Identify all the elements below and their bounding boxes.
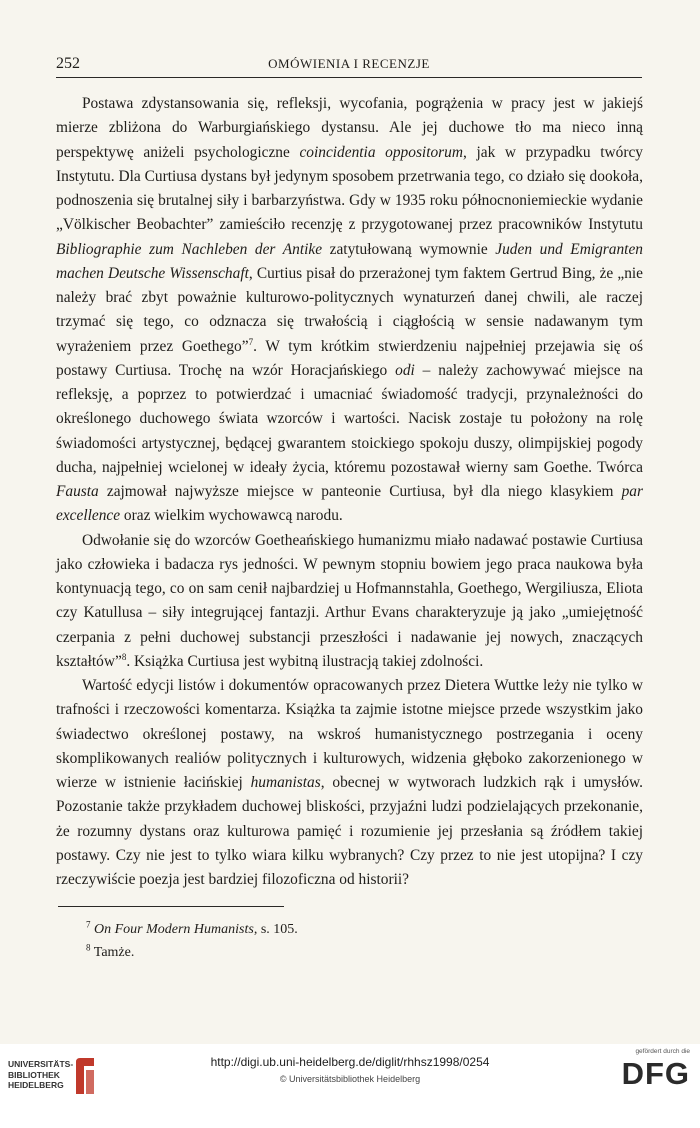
footnote: $^8$ Tamże. [86, 942, 135, 960]
funder-logo[interactable] [610, 1048, 690, 1100]
italic-term: humanistas [250, 774, 321, 791]
paragraph: Odwołanie się do wzorców Goetheańskiego humanizmu miało nadawać postawie Curtiusa jako człowieka i badacza rys jedności. W pewnym stopniu bowiem jego praca naukowa była kontynuacją tego, co on sam cenił najbardziej u Hofmannstahla, Goethego, Wergiliusza, Eliota czy Katullusa – siły integrującej fantazji. Arthur Evans charakteryzuje ją jako „umiejętność czerpania z pełni duchowej substancji przeszłości i nadawanie jej nowych, znaczących kształtów”$^8$. Książka Curtiusa jest wybitną ilustracją takiej zdolności. [56, 531, 643, 670]
copyright-notice: © Universitätsbibliothek Heidelberg [279, 1074, 421, 1084]
italic-title: Juden und Emigranten machen Deutsche Wissenschaft [56, 240, 643, 282]
italic-term: par excellence [56, 483, 643, 525]
italic-title: Fausta [56, 483, 99, 500]
italic-term: coincidentia oppositorum [299, 143, 463, 161]
page-header [56, 53, 642, 78]
library-logo-text: UNIVERSITÄTS- BIBLIOTHEK HEIDELBERG [8, 1059, 74, 1090]
running-title: OMÓWIENIA I RECENZJE [268, 56, 430, 71]
dfg-logo-text: DFG [621, 1056, 690, 1091]
footnote-ref[interactable]: 8 [121, 651, 127, 662]
source-url-link[interactable]: http://digi.ub.uni-heidelberg.de/diglit/rhhsz1998/0254 [210, 1055, 490, 1069]
page-number: 252 [56, 55, 80, 72]
italic-term: odi [395, 361, 415, 379]
italic-title: Bibliographie zum Nachleben der Antike [56, 240, 323, 258]
body-text [56, 92, 643, 892]
digitization-footer [0, 1044, 700, 1128]
footnote-number: 7 [86, 919, 91, 930]
footnote: $^7$ On Four Modern Humanists, s. 105. [86, 919, 298, 937]
funder-caption: gefördert durch die [635, 1048, 690, 1055]
paragraph: Postawa zdystansowania się, refleksji, wycofania, pogrążenia w pracy jest w jakiejś mierze zbliżona do Warburgiańskiego dystansu. Ale jej duchowe tło ma nieco inną perspektywę aniżeli psychologiczne coincidentia oppositorum, jak w przypadku twórcy Instytutu. Dla Curtiusa dystans był jedynym sposobem przetrwania tego, co działo się dookoła, podnoszenia się brutalnej siły i barbarzyństwa. Gdy w 1935 roku północnoniemieckie wydanie „Völkischer Beobachter” zamieściło recenzję z przygotowanej przez pracowników Instytutu Bibliographie zum Nachleben der Antike zatytułowaną wymownie Juden und Emigranten machen Deutsche Wissenschaft, Curtius pisał do przerażonej tym faktem Gertrud Bing, że „nie należy brać zbyt poważnie kulturowo-politycznych wynaturzeń danej chwili, ale raczej trzymać się tego, co odznacza się trwałością i ciągłością w sensie nadawanym tym wyrażeniem przez Goethego”$^7$. W tym krótkim stwierdzeniu najpełniej przejawia się oś postawy Curtiusa. Trochę na wzór Horacjańskiego odi – należy zachowywać miejsce na refleksję, a poprzez to potwierdzać i umacniać świadomość tradycji, przynależności do określonego duchowego świata wzorców i wartości. Nacisk zostaje tu położony na rolę świadomości artystycznej, będącej gwarantem stoickiego spokoju duszy, olimpijskiej pogody ducha, najpełniej wcielonej w ideały życia, któremu pozostawał wierny sam Goethe. Twórca Fausta zajmował najwyższe miejsce w panteonie Curtiusa, był dla niego klasykiem par excellence oraz wielkim wychowawcą narodu. [56, 95, 644, 525]
footnote-divider [58, 906, 284, 907]
footnote-italic: On Four Modern Humanists [94, 922, 254, 937]
footnote-ref[interactable]: 7 [248, 336, 254, 347]
footnote-number: 8 [86, 942, 91, 953]
footnotes [86, 918, 298, 964]
paragraph: Wartość edycji listów i dokumentów opracowanych przez Dietera Wuttke leży nie tylko w trafności i rzeczowości komentarza. Książka ta zajmie istotne miejsce przede wszystkim jako świadectwo określonej postawy, na wskroś humanistycznego postrzegania i oceny skomplikowanych realiów politycznych i kulturowych, widzenia głęboko zakorzenionego w wierze w istnienie łacińskiej humanistas, obecnej w wytworach ludzkich rąk i umysłów. Pozostanie także przykładem duchowej bliskości, przyjaźni ludzi podzielających przekonanie, że rozumny dystans oraz kulturowa pamięć i rozumienie jej przesłania są źródłem takiej postawy. Czy nie jest to tylko wiara kilku wybranych? Czy przez to nie jest utopijna? I czy rzeczywiście poezja jest bardziej filozoficzna od historii? [56, 677, 644, 888]
